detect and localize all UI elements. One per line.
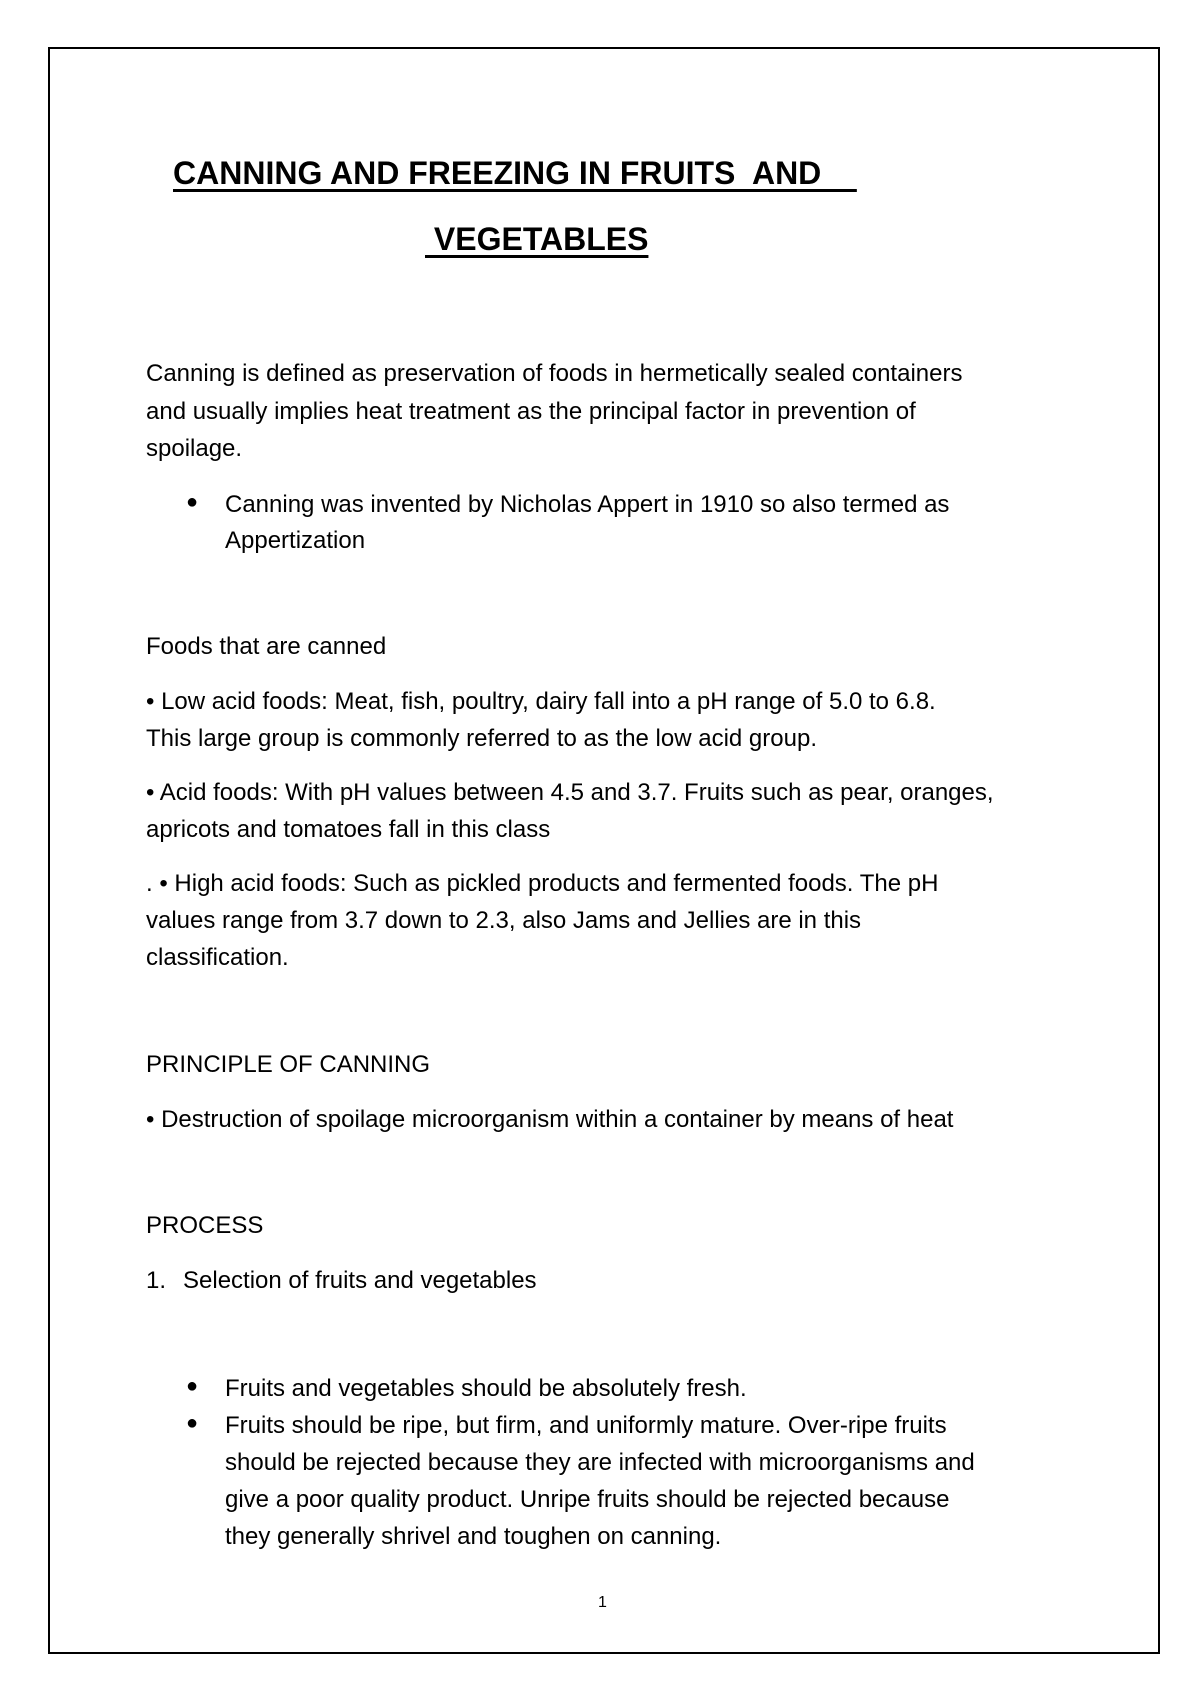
step-1-label: Selection of fruits and vegetables [183,1267,537,1294]
bullet-marker: ● [186,1375,199,1397]
invention-bullet-line-1: Canning was invented by Nicholas Appert in 1910 so also termed as [225,491,950,518]
bullet-marker: ● [186,1412,199,1434]
process-heading: PROCESS [146,1212,264,1239]
foods-canned-heading: Foods that are canned [146,633,387,660]
process-bullet-1: Fruits and vegetables should be absolutely fresh. [225,1375,747,1402]
low-acid-line-1: • Low acid foods: Meat, fish, poultry, dairy fall into a pH range of 5.0 to 6.8. [146,688,936,715]
process-bullet-2-line-4: they generally shrivel and toughen on canning. [225,1523,722,1550]
acid-foods-line-2: apricots and tomatoes fall in this class [146,816,551,843]
high-acid-line-1: . • High acid foods: Such as pickled products and fermented foods. The pH [146,870,939,897]
high-acid-line-2: values range from 3.7 down to 2.3, also Jams and Jellies are in this [146,907,862,934]
intro-line-3: spoilage. [146,435,243,462]
document-title-line-2: VEGETABLES [425,221,649,257]
low-acid-line-2: This large group is commonly referred to as the low acid group. [146,725,817,752]
intro-line-1: Canning is defined as preservation of foods in hermetically sealed containers [146,360,963,387]
intro-line-2: and usually implies heat treatment as the principal factor in prevention of [146,398,916,425]
step-1-number: 1. [146,1267,167,1294]
process-bullet-2-line-1: Fruits should be ripe, but firm, and uniformly mature. Over-ripe fruits [225,1412,947,1439]
process-bullet-2-line-3: give a poor quality product. Unripe fruits should be rejected because [225,1486,950,1513]
bullet-marker: ● [186,491,199,513]
acid-foods-line-1: • Acid foods: With pH values between 4.5 and 3.7. Fruits such as pear, oranges, [146,779,994,806]
page-number: 1 [598,1594,607,1611]
invention-bullet-line-2: Appertization [225,527,366,554]
document-title-line-1: CANNING AND FREEZING IN FRUITS AND [173,155,857,191]
principle-item: • Destruction of spoilage microorganism within a container by means of heat [146,1106,954,1133]
principle-heading: PRINCIPLE OF CANNING [146,1051,431,1078]
high-acid-line-3: classification. [146,944,289,971]
process-bullet-2-line-2: should be rejected because they are infected with microorganisms and [225,1449,975,1476]
